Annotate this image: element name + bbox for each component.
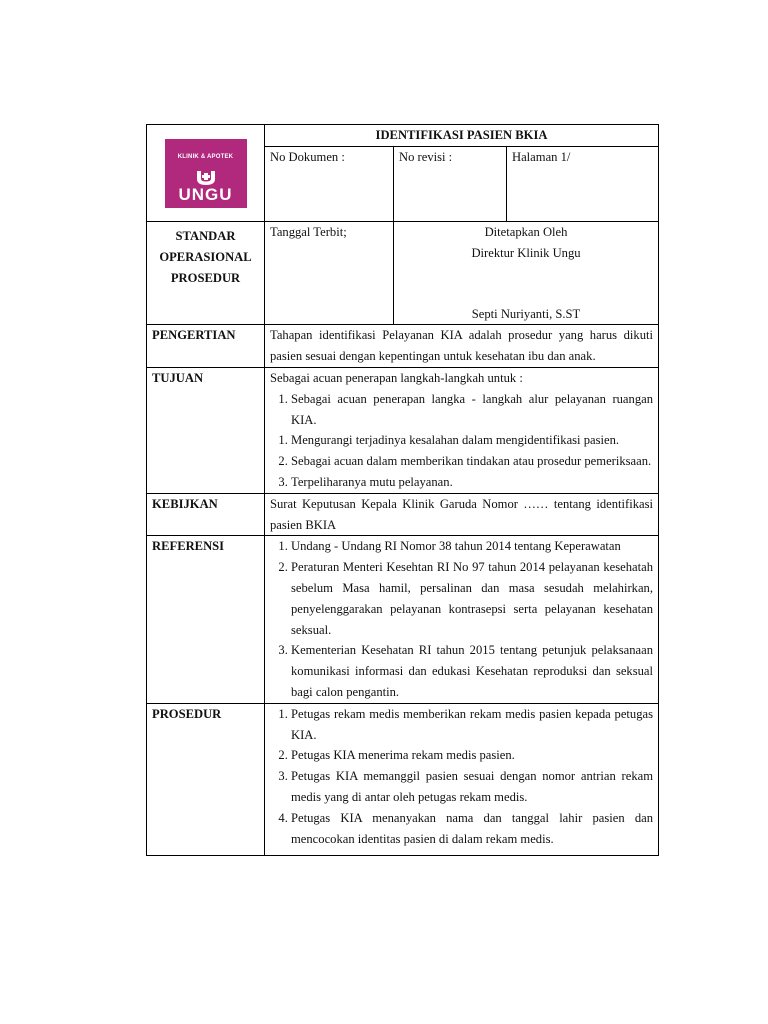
prosedur-list [270,704,653,850]
tujuan-label: TUJUAN [147,367,265,493]
list-item: 1. Mengurangi terjadinya kesalahan dalam mengidentifikasi pasien. [291,430,653,451]
tujuan-list-a [270,389,653,431]
klinik-ungu-logo [165,139,247,208]
ditetapkan-cell [394,222,659,325]
list-item: 3. Terpeliharanya mutu pelayanan. [291,472,653,493]
sop-label-line1: STANDAR [175,229,236,243]
pengertian-label: PENGERTIAN [147,325,265,368]
ditetapkan-line1: Ditetapkan Oleh [484,225,568,239]
referensi-label: REFERENSI [147,536,265,703]
sop-table [146,124,659,856]
sop-document [146,124,658,856]
list-item: 2. Petugas KIA menerima rekam medis pasien. [291,745,653,766]
referensi-content [265,536,659,703]
prosedur-label: PROSEDUR [147,703,265,856]
pengertian-text: Tahapan identifikasi Pelayanan KIA adalah prosedur yang harus dikuti pasien sesuai dengan kepentingan untuk kesehatan ibu dan anak. [265,325,659,368]
signer-name: Septi Nuriyanti, S.ST [471,306,581,321]
list-item: 1. Sebagai acuan penerapan langka - langkah alur pelayanan ruangan KIA. [291,389,653,431]
no-revisi-cell: No revisi : [394,146,507,221]
list-item: 4. Petugas KIA menanyakan nama dan tanggal lahir pasien dan mencocokan identitas pasien di dalam rekam medis. [291,808,653,850]
ditetapkan-line2: Direktur Klinik Ungu [471,245,581,260]
tujuan-content [265,367,659,493]
tujuan-intro: Sebagai acuan penerapan langkah-langkah untuk : [270,370,523,385]
sop-label-cell [147,222,265,325]
logo-u-mark-icon [195,170,217,186]
list-item: 1. Undang - Undang RI Nomor 38 tahun 2014 tentang Keperawatan [291,536,653,557]
logo-cell [147,125,265,222]
sop-label-line2: OPERASIONAL [159,250,252,264]
tujuan-list-b [270,430,653,492]
halaman-cell: Halaman 1/ [507,146,659,221]
signature-space [399,264,653,304]
document-title: IDENTIFIKASI PASIEN BKIA [265,125,659,147]
logo-top-text: KLINIK & APOTEK [177,153,234,160]
referensi-list [270,536,653,702]
list-item: 2. Peraturan Menteri Kesehtan RI No 97 tahun 2014 pelayanan kesehatah sebelum Masa hamil, persalinan dan masa sesudah melahirkan, penyelenggarakan pelayanan kontrasepsi serta pelayanan kesehatan seksual. [291,557,653,640]
list-item: 3. Kementerian Kesehatan RI tahun 2015 tentang petunjuk pelaksanaan komunikasi informasi dan edukasi Kesehatan reproduksi dan seksual bagi calon pengantin. [291,640,653,702]
no-dokumen-cell: No Dokumen : [265,146,394,221]
prosedur-content [265,703,659,856]
tanggal-terbit-cell: Tanggal Terbit; [265,222,394,325]
kebijakan-text: Surat Keputusan Kepala Klinik Garuda Nomor …… tentang identifikasi pasien BKIA [265,493,659,536]
list-item: 2. Sebagai acuan dalam memberikan tindakan atau prosedur pemeriksaan. [291,451,653,472]
kebijakan-label: KEBIJKAN [147,493,265,536]
sop-label-line3: PROSEDUR [170,271,241,285]
list-item: 1. Petugas rekam medis memberikan rekam medis pasien kepada petugas KIA. [291,704,653,746]
list-item: 3. Petugas KIA memanggil pasien sesuai dengan nomor antrian rekam medis yang di antar oleh petugas rekam medis. [291,766,653,808]
logo-name: UNGU [178,185,233,205]
